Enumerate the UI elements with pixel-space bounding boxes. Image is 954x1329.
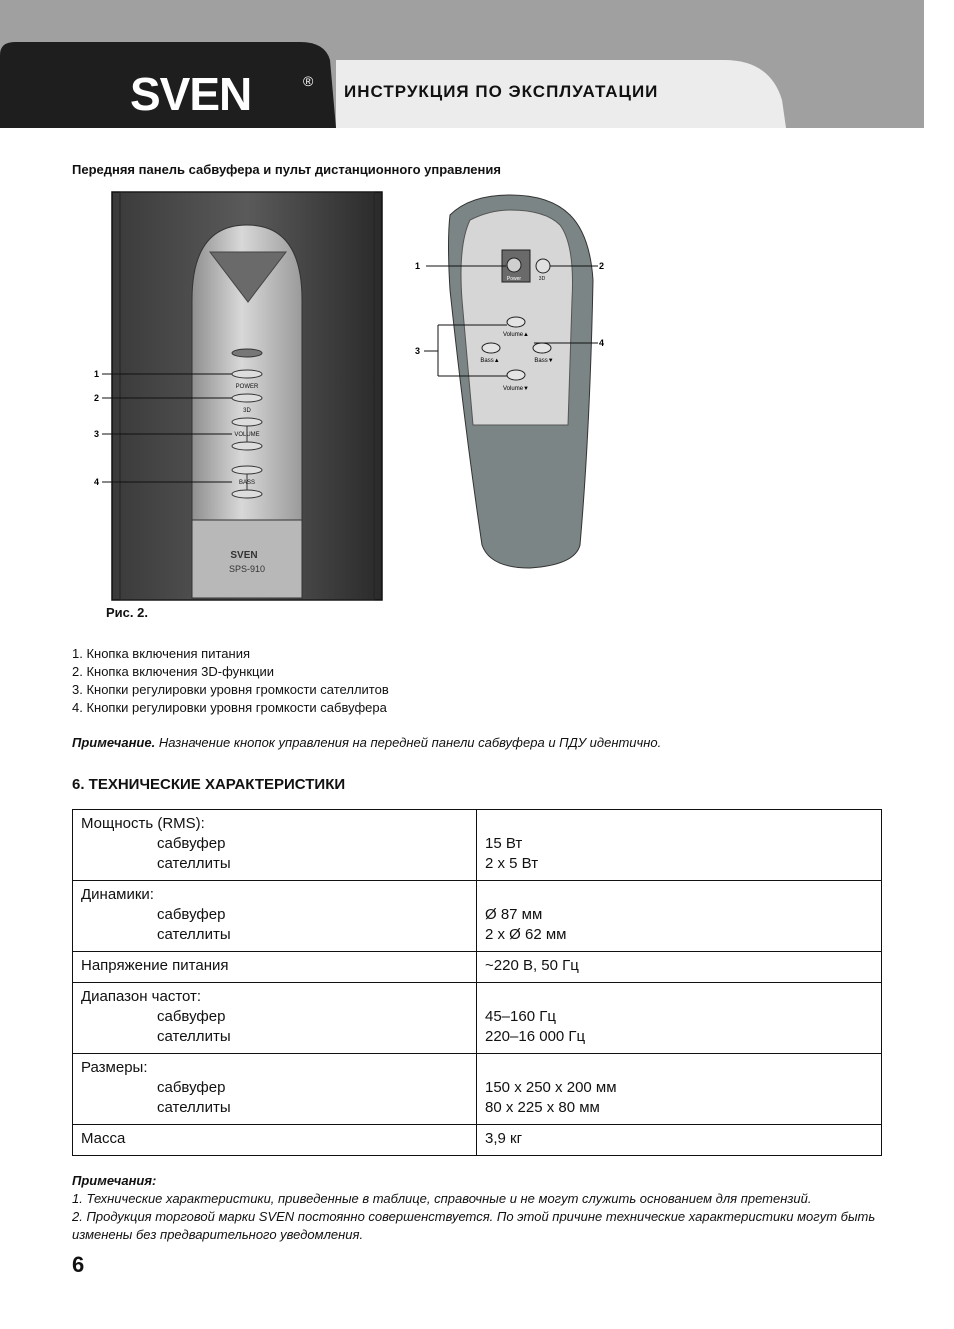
footer-note-item: 2. Продукция торговой марки SVEN постоянно совершенствуется. По этой причине технические характеристики могут быть изменены без предварительного уведомления. [72,1209,876,1242]
remote-callout-4: 4 [599,338,605,348]
remote-callout-1: 1 [415,261,421,271]
table-row [73,1125,882,1156]
specs-table [72,809,882,1156]
spec-label: Диапазон частот: [81,988,202,1005]
page-header [0,0,954,140]
sub-callout-1: 1 [94,369,100,379]
sub-callout-3: 3 [94,429,100,439]
figure-legend [72,645,389,717]
spec-sublabel: сабвуфер [157,906,226,923]
remote-label-power: Power [506,276,522,282]
note-text: Назначение кнопок управления на передней панели сабвуфера и ПДУ идентично. [155,735,662,750]
spec-value-cell [477,881,882,952]
remote-callout-2: 2 [599,261,605,271]
legend-item: 2. Кнопка включения 3D-функции [72,664,275,679]
spec-label-cell [73,1054,477,1125]
legend-item: 3. Кнопки регулировки уровня громкости сателлитов [72,682,389,697]
subwoofer-front-panel-illustration [90,190,390,602]
table-row [73,983,882,1054]
legend-item: 1. Кнопка включения питания [72,646,250,661]
spec-value: 220–16 000 Гц [485,1028,586,1045]
footer-note-item: 1. Технические характеристики, приведенные в таблице, справочные и не могут служить основанием для претензий. [72,1191,812,1206]
spec-value: 3,9 кг [485,1130,523,1147]
table-row [73,952,882,983]
spec-label: Динамики: [81,886,154,903]
sub-label-bass: BASS [238,480,256,486]
spec-value: 2 x 5 Вт [485,855,539,872]
header-title: ИНСТРУКЦИЯ ПО ЭКСПЛУАТАЦИИ [344,82,659,101]
spec-label: Мощность (RMS): [81,815,205,832]
spec-label-cell [73,881,477,952]
remote-label-bass-up: Bass▲ [480,358,500,364]
sub-callout-4: 4 [94,477,100,487]
remote-label-bass-down: Bass▼ [534,358,554,364]
spec-value-cell [477,983,882,1054]
spec-value: 150 x 250 x 200 мм [485,1079,617,1096]
spec-label-cell [73,952,477,983]
spec-value: Ø 87 мм [485,906,543,923]
spec-sublabel: сателлиты [157,926,231,943]
footer-notes-title: Примечания: [72,1173,157,1188]
remote-control-illustration [410,190,610,572]
spec-value: 2 x Ø 62 мм [485,926,567,943]
spec-label: Масса [81,1130,126,1147]
remote-callout-3: 3 [415,346,421,356]
spec-sublabel: сабвуфер [157,1079,226,1096]
note-label: Примечание. [72,735,156,750]
sub-callout-2: 2 [94,393,100,403]
spec-value-cell [477,810,882,881]
figure-label: Рис. 2. [106,605,148,620]
remote-label-volume-up: Volume▲ [503,332,529,338]
sub-model: SPS-910 [228,564,266,574]
figure-caption-title: Передняя панель сабвуфера и пульт дистанционного управления [72,162,501,177]
spec-sublabel: сателлиты [157,1028,231,1045]
legend-item: 4. Кнопки регулировки уровня громкости сабвуфера [72,700,387,715]
spec-sublabel: сателлиты [157,1099,231,1116]
note [72,735,661,750]
spec-label: Напряжение питания [81,957,229,974]
page-number: 6 [72,1252,85,1277]
sub-brand: SVEN [230,550,258,561]
spec-label-cell [73,983,477,1054]
spec-value: 15 Вт [485,835,523,852]
table-row [73,881,882,952]
remote-label-volume-down: Volume▼ [503,386,529,392]
section-title: 6. ТЕХНИЧЕСКИЕ ХАРАКТЕРИСТИКИ [72,776,346,793]
spec-sublabel: сабвуфер [157,1008,226,1025]
spec-label-cell [73,810,477,881]
footer-notes [72,1172,892,1244]
registered-mark: ® [303,73,314,89]
spec-label: Размеры: [81,1059,148,1076]
spec-label-cell [73,1125,477,1156]
table-row [73,1054,882,1125]
spec-value: 45–160 Гц [485,1008,556,1025]
sub-label-volume: VOLUME [234,432,260,438]
table-row [73,810,882,881]
spec-sublabel: сателлиты [157,855,231,872]
spec-value-cell [477,952,882,983]
remote-label-3d: 3D [538,276,546,282]
spec-value-cell [477,1054,882,1125]
spec-sublabel: сабвуфер [157,835,226,852]
spec-value-cell [477,1125,882,1156]
spec-value: ~220 В, 50 Гц [485,957,579,974]
sub-label-power: POWER [235,384,259,390]
spec-value: 80 x 225 x 80 мм [485,1099,600,1116]
sub-label-3d: 3D [243,408,251,414]
brand-logo: SVEN [130,68,252,120]
